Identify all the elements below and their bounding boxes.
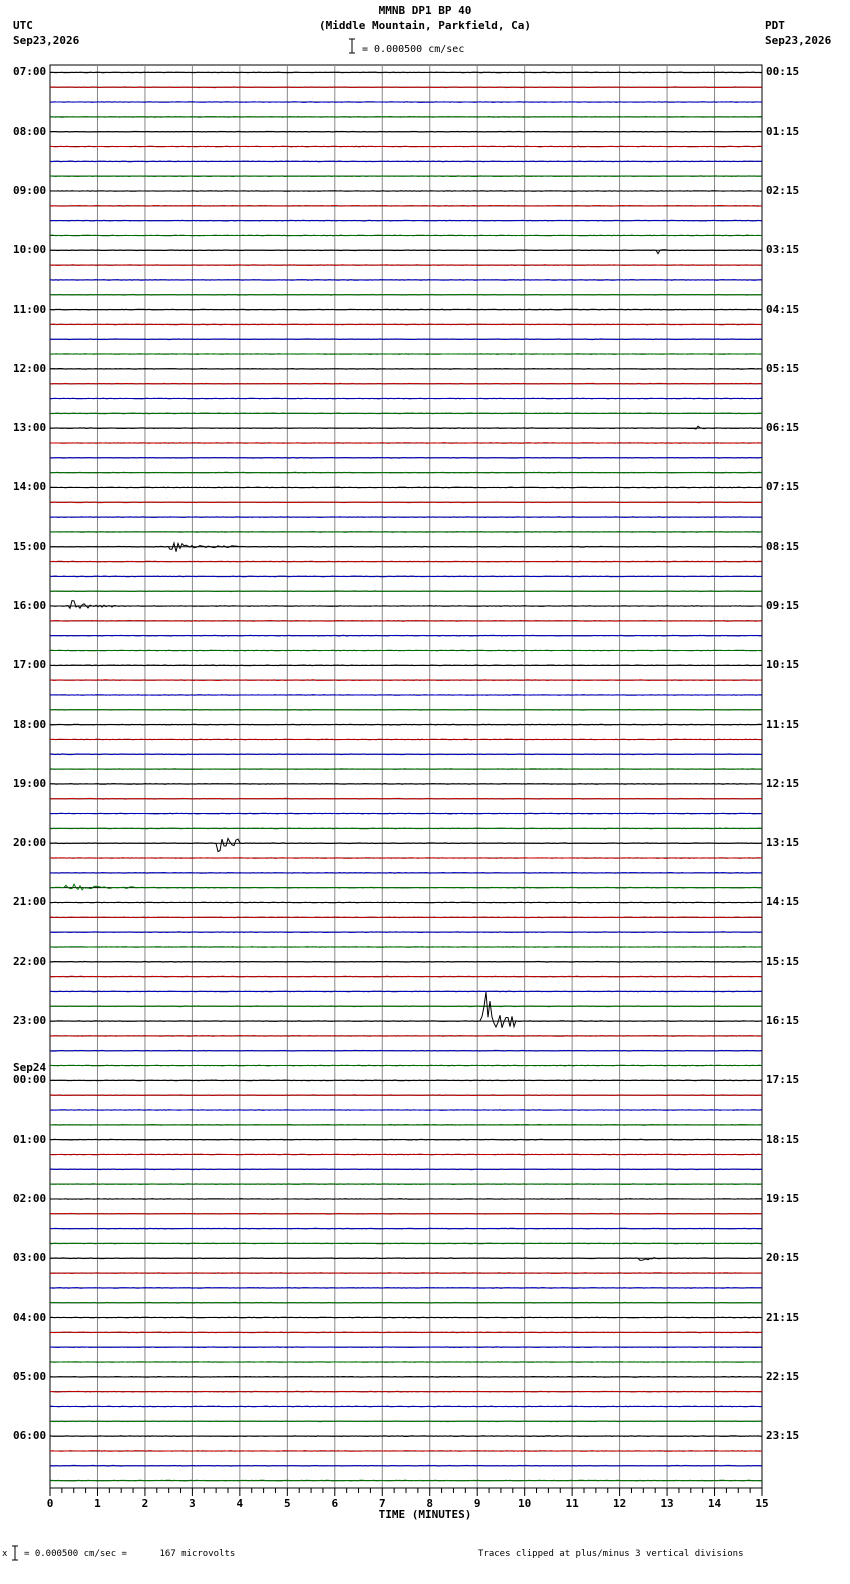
utc-hour-label: 09:00 (13, 183, 47, 197)
x-tick-label: 4 (236, 1497, 244, 1510)
seismic-trace (50, 1465, 762, 1466)
utc-hour-label: 02:00 (13, 1191, 47, 1205)
pdt-hour-label: 21:15 (766, 1310, 800, 1324)
utc-hour-label: 12:00 (13, 361, 47, 375)
utc-hour-label: 23:00 (13, 1014, 47, 1028)
seismic-trace (50, 561, 762, 562)
seismic-trace (50, 1213, 762, 1214)
seismic-trace (50, 1080, 762, 1081)
utc-hour-label: 22:00 (13, 954, 47, 968)
seismic-trace (50, 1095, 762, 1096)
seismic-trace (50, 635, 762, 636)
seismic-trace (50, 426, 762, 429)
seismic-trace (50, 884, 762, 890)
seismic-trace (50, 1139, 762, 1140)
seismic-trace (50, 502, 762, 503)
footer-scale-text: = 0.000500 cm/sec = 167 microvolts (24, 1549, 236, 1559)
pdt-hour-label: 02:15 (766, 183, 800, 197)
seismic-trace (50, 917, 762, 918)
seismic-trace (50, 250, 762, 254)
x-tick-label: 7 (378, 1497, 386, 1510)
seismic-trace (50, 235, 762, 236)
seismic-trace (50, 902, 762, 903)
seismic-trace (50, 1480, 762, 1481)
pdt-hour-label: 12:15 (766, 776, 800, 790)
seismic-trace (50, 839, 762, 852)
utc-hour-label: 14:00 (13, 480, 47, 494)
pdt-hour-label: 00:15 (766, 65, 800, 79)
x-tick-label: 9 (473, 1497, 481, 1510)
seismic-trace (50, 665, 762, 666)
seismic-trace (50, 695, 762, 696)
seismic-trace (50, 383, 762, 384)
utc-hour-label: 04:00 (13, 1310, 47, 1324)
seismic-trace (50, 146, 762, 147)
seismic-trace (50, 992, 762, 1028)
seismic-trace (50, 932, 762, 933)
seismic-trace (50, 1377, 762, 1378)
left-date: Sep23,2026 (13, 34, 80, 47)
seismic-trace (50, 1243, 762, 1244)
pdt-hour-label: 20:15 (766, 1251, 800, 1265)
seismic-trace (50, 976, 762, 977)
seismic-trace (50, 798, 762, 799)
seismic-trace (50, 1050, 762, 1051)
utc-hour-label: 19:00 (13, 776, 47, 790)
utc-hour-label: 17:00 (13, 658, 47, 672)
seismic-trace (50, 176, 762, 177)
left-timezone: UTC (13, 19, 33, 32)
seismic-trace (50, 458, 762, 459)
seismic-trace (50, 1228, 762, 1229)
x-tick-label: 14 (707, 1497, 722, 1510)
seismic-trace (50, 769, 762, 770)
pdt-hour-label: 09:15 (766, 599, 800, 613)
seismic-trace (50, 1184, 762, 1185)
seismic-trace (50, 1436, 762, 1437)
utc-hour-label: 18:00 (13, 717, 47, 731)
pdt-hour-label: 23:15 (766, 1429, 800, 1443)
seismic-trace (50, 621, 762, 622)
seismic-trace (50, 472, 762, 473)
x-tick-label: 11 (565, 1497, 579, 1510)
pdt-hour-label: 15:15 (766, 954, 800, 968)
x-tick-label: 6 (331, 1497, 339, 1510)
utc-hour-label: 03:00 (13, 1251, 47, 1265)
seismic-trace (50, 1169, 762, 1170)
x-tick-label: 2 (141, 1497, 149, 1510)
pdt-hour-label: 10:15 (766, 658, 800, 672)
pdt-hour-label: 16:15 (766, 1014, 800, 1028)
scale-label: = 0.000500 cm/sec (362, 44, 465, 55)
seismic-trace (50, 1154, 762, 1155)
utc-hour-label: 15:00 (13, 539, 47, 553)
seismic-trace (50, 1391, 762, 1392)
utc-hour-label: 20:00 (13, 836, 47, 850)
footer-clip-note: Traces clipped at plus/minus 3 vertical divisions (478, 1549, 744, 1559)
seismic-trace (50, 650, 762, 651)
seismic-trace (50, 739, 762, 740)
pdt-hour-label: 07:15 (766, 480, 800, 494)
footer-scale-icon (10, 1545, 20, 1561)
pdt-hour-label: 11:15 (766, 717, 800, 731)
seismic-trace (50, 87, 762, 88)
seismic-trace (50, 191, 762, 192)
x-tick-label: 1 (94, 1497, 101, 1510)
pdt-hour-label: 03:15 (766, 243, 800, 257)
utc-hour-label: 07:00 (13, 65, 47, 79)
plot-frame (50, 65, 762, 1488)
pdt-hour-label: 04:15 (766, 302, 800, 316)
seismic-trace (50, 131, 762, 132)
seismic-trace (50, 680, 762, 681)
utc-hour-label: 13:00 (13, 421, 47, 435)
pdt-hour-label: 08:15 (766, 539, 800, 553)
x-tick-label: 13 (660, 1497, 674, 1510)
chart-subtitle: (Middle Mountain, Parkfield, Ca) (319, 19, 531, 32)
x-tick-label: 5 (284, 1497, 291, 1510)
pdt-hour-label: 05:15 (766, 361, 800, 375)
utc-hour-label: 16:00 (13, 599, 47, 613)
utc-hour-label: 01:00 (13, 1132, 47, 1146)
seismic-trace (50, 543, 762, 552)
pdt-hour-label: 19:15 (766, 1191, 800, 1205)
seismic-trace (50, 591, 762, 592)
seismic-trace (50, 339, 762, 340)
pdt-hour-label: 14:15 (766, 895, 800, 909)
utc-hour-label: 11:00 (13, 302, 47, 316)
utc-hour-label: 08:00 (13, 124, 47, 138)
seismic-trace (50, 754, 762, 755)
seismic-trace (50, 161, 762, 162)
utc-hour-label: 06:00 (13, 1429, 47, 1443)
seismic-trace (50, 206, 762, 207)
utc-hour-label: 10:00 (13, 243, 47, 257)
x-axis-label: TIME (MINUTES) (378, 1508, 472, 1521)
pdt-hour-label: 06:15 (766, 421, 800, 435)
seismic-trace (50, 117, 762, 118)
x-tick-label: 15 (755, 1497, 769, 1510)
x-tick-label: 8 (426, 1497, 434, 1510)
seismic-trace (50, 1421, 762, 1422)
x-tick-label: 0 (46, 1497, 54, 1510)
right-timezone: PDT (765, 19, 785, 32)
seismic-trace (50, 1332, 762, 1333)
seismic-trace (50, 601, 762, 609)
utc-hour-label: 21:00 (13, 895, 47, 909)
x-tick-label: 3 (189, 1497, 196, 1510)
seismic-trace (50, 398, 762, 399)
pdt-hour-label: 13:15 (766, 836, 800, 850)
seismic-trace (50, 220, 762, 221)
seismic-trace (50, 72, 762, 73)
seismic-trace (50, 784, 762, 785)
seismic-trace (50, 709, 762, 710)
seismic-trace (50, 1406, 762, 1407)
seismic-trace (50, 858, 762, 859)
seismic-trace (50, 413, 762, 414)
pdt-hour-label: 01:15 (766, 124, 800, 138)
footer-prefix: x (2, 1549, 8, 1559)
pdt-hour-label: 22:15 (766, 1369, 800, 1383)
x-tick-label: 10 (518, 1497, 532, 1510)
x-tick-label: 12 (612, 1497, 627, 1510)
utc-hour-label: Sep24 00:00 (13, 1061, 47, 1087)
seismic-trace (50, 369, 762, 370)
chart-title: MMNB DP1 BP 40 (378, 4, 472, 17)
pdt-hour-label: 18:15 (766, 1132, 800, 1146)
utc-hour-label: 05:00 (13, 1369, 47, 1383)
seismic-trace (50, 532, 762, 533)
seismic-trace (50, 576, 762, 577)
pdt-hour-label: 17:15 (766, 1073, 800, 1087)
right-date: Sep23,2026 (765, 34, 832, 47)
seismic-trace (50, 991, 762, 992)
